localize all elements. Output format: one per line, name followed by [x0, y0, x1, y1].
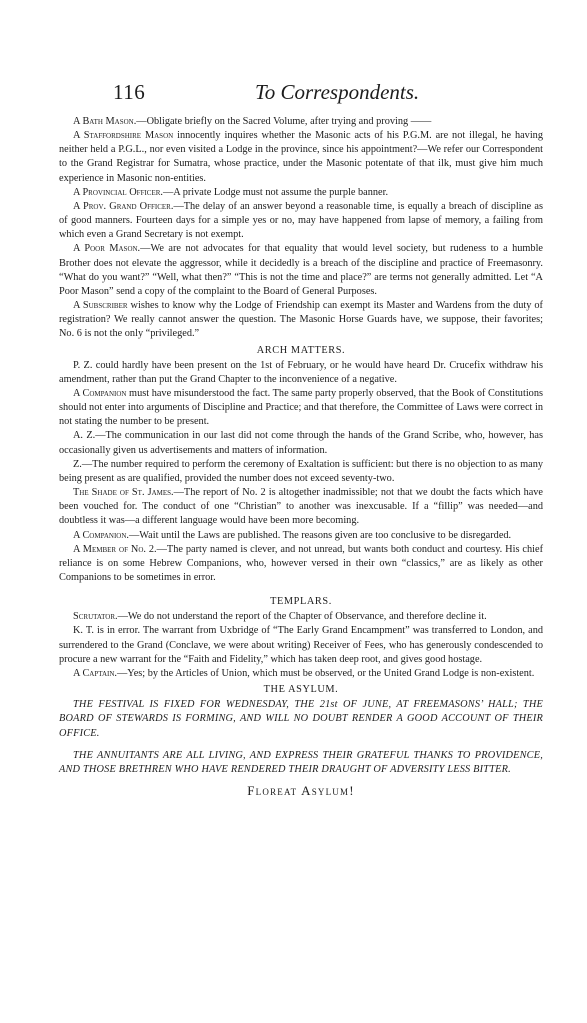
- notice-text: —The party named is clever, and not unread, but wants both conduct and courtesy. His chief reliance is on some Hebrew Companions, who, however versed in their own “classics,” are as likely as other Companions to be sometimes in error.: [59, 543, 543, 583]
- notice-label: A Captain.: [73, 667, 117, 679]
- asylum-festival-notice: THE FESTIVAL IS FIXED FOR WEDNESDAY, THE 21st OF JUNE, AT FREEMASONS’ HALL; THE BOARD OF STEWARDS IS FORMING, AND WILL NO DOUBT RENDER A GOOD ACCOUNT OF THEIR OFFICE.: [59, 699, 543, 739]
- notice-prov-grand-officer: [59, 200, 543, 242]
- notice-label: Z.: [73, 458, 82, 470]
- notice-staffordshire-mason: [59, 129, 543, 186]
- notice-text: innocently inquires whether the Masonic acts of his P.G.M. are not illegal, he having neither held a P.G.L., nor even visited a Lodge in the province, since his appointment?—We refer our Correspondent to the Grand Registrar for Sumatra, whose practice, under the Masonic potentate of that ilk, must give him much experience in Masonic non-entities.: [59, 130, 543, 184]
- notice-a-companion: [59, 387, 543, 429]
- notice-text: —Obligate briefly on the Sacred Volume, after trying and proving ——: [136, 116, 432, 127]
- notice-text: —Yes; by the Articles of Union, which must be observed, or the United Grand Lodge is non-existent.: [117, 667, 535, 679]
- closing-motto: Floreat Asylum!: [247, 783, 355, 799]
- notice-text: is in error. The warrant from Uxbridge of “The Early Grand Encampment” was transferred to London, and surrendered to the Grand (Conclave, we were about writing) Receiver of Fees, who has generously condescended to procure a new warrant for the “Faith and Fidelity,” which has taken deep root, and gives good hostage.: [59, 625, 544, 665]
- notice-text: —A private Lodge must not assume the purple banner.: [162, 186, 389, 198]
- notice-text: —We do not understand the report of the Chapter of Observance, and therefore decline it.: [117, 611, 487, 623]
- section-heading-asylum: THE ASYLUM.: [263, 684, 339, 696]
- notice-a-captain: [59, 667, 543, 681]
- notice-bath-mason: [59, 115, 543, 129]
- notice-text: —The delay of an answer beyond a reasonable time, is equally a breach of discipline as of good manners. Fourteen days for a simple yes or no, may have happened from lapse of memory, a failing from which even a Grand Secretary is not exempt.: [59, 200, 543, 241]
- notice-member-of-no-2: [59, 543, 543, 585]
- notice-label: A Bath Mason.: [73, 116, 137, 127]
- notice-a-z: [59, 429, 543, 457]
- notice-label: A. Z.: [73, 430, 96, 442]
- notice-label: Scrutator.: [73, 611, 118, 623]
- running-header: [0, 0, 587, 120]
- notice-text: —We are not advocates for that equality that would level society, but rudeness to a humble Brother does not elevate the aggressor, while it decidedly is a breach of the discipline and practice of Freemasonry. “What do you want?” “Well, what then?” “This is not the time and place?” are terms not generally admitted. Let “A Poor Mason” send a copy of the complaint to the Board of General Purposes.: [59, 243, 544, 297]
- notice-a-companion-laws: [59, 529, 543, 543]
- notice-label: A Provincial Officer.: [73, 186, 163, 198]
- notice-label: A Poor Mason.: [73, 243, 141, 255]
- notice-shade-of-st-james: [59, 486, 543, 528]
- notice-text: —The report of No. 2 is altogether inadmissible; not that we doubt the facts which have been vouched for. The conduct of one “Christian” to another was inexcusable. If a “fillip” was needed—and doubtless it was—a different language would have been more becoming.: [59, 487, 544, 527]
- section-heading-arch-matters: ARCH MATTERS.: [256, 344, 346, 356]
- notice-text: —Wait until the Laws are published. The reasons given are too conclusive to be disregarded.: [128, 529, 512, 541]
- notice-label: A Prov. Grand Officer.: [73, 200, 174, 212]
- notice-label: K. T.: [73, 625, 94, 637]
- notice-label: A Member of No. 2.: [73, 543, 157, 555]
- notice-z: [59, 458, 543, 486]
- notice-label: A Subscriber: [73, 300, 128, 312]
- notice-p-z: [59, 359, 543, 387]
- notice-k-t: [59, 624, 543, 666]
- correspondence-body: [59, 115, 543, 799]
- page-title: To Correspondents.: [255, 80, 420, 104]
- asylum-annuitants-notice: THE ANNUITANTS ARE ALL LIVING, AND EXPRESS THEIR GRATEFUL THANKS TO PROVIDENCE, AND THOSE BRETHREN WHO HAVE RENDERED THEIR DRAUGHT OF ADVERSITY LESS BITTER.: [59, 749, 543, 775]
- notice-label: P. Z.: [73, 359, 93, 371]
- notice-label: A Staffordshire Mason: [73, 130, 174, 142]
- notice-text: —The communication in our last did not come through the hands of the Grand Scribe, who, however, has occasionally given us advertisements and matters of information.: [59, 430, 543, 456]
- page-number: 116: [113, 80, 146, 104]
- section-heading-templars: TEMPLARS.: [270, 596, 332, 608]
- notice-text: —The number required to perform the ceremony of Exaltation is sufficient: but there is no objection to as many being present as are qualified, provided the number does not exceed seventy-two.: [59, 458, 543, 484]
- notice-text: could hardly have been present on the 1st of February, or he would have heard Dr. Crucefix withdraw his amendment, rather than put the Grand Chapter to the inconvenience of a negative.: [59, 359, 543, 385]
- notice-subscriber: [59, 299, 543, 341]
- notice-scrutator: [59, 610, 543, 624]
- notice-poor-mason: [59, 242, 543, 299]
- notice-text: must have misunderstood the fact. The same party properly observed, that the Book of Constitutions should not enter into arguments of Discipline and Practice; and that therefore, the Committee of Laws were correct in not stating the number to be present.: [59, 387, 543, 428]
- notice-provincial-officer: [59, 186, 543, 200]
- notice-text: wishes to know why the Lodge of Friendship can exempt its Master and Wardens from the duty of registration? We really cannot answer the question. The Masonic Horse Guards have, we suppose, their favorites; No. 6 is not the only “privileged.”: [59, 300, 543, 340]
- notice-label: A Companion: [73, 387, 127, 399]
- notice-label: The Shade of St. James.: [73, 487, 174, 499]
- notice-label: A Companion.: [73, 529, 129, 541]
